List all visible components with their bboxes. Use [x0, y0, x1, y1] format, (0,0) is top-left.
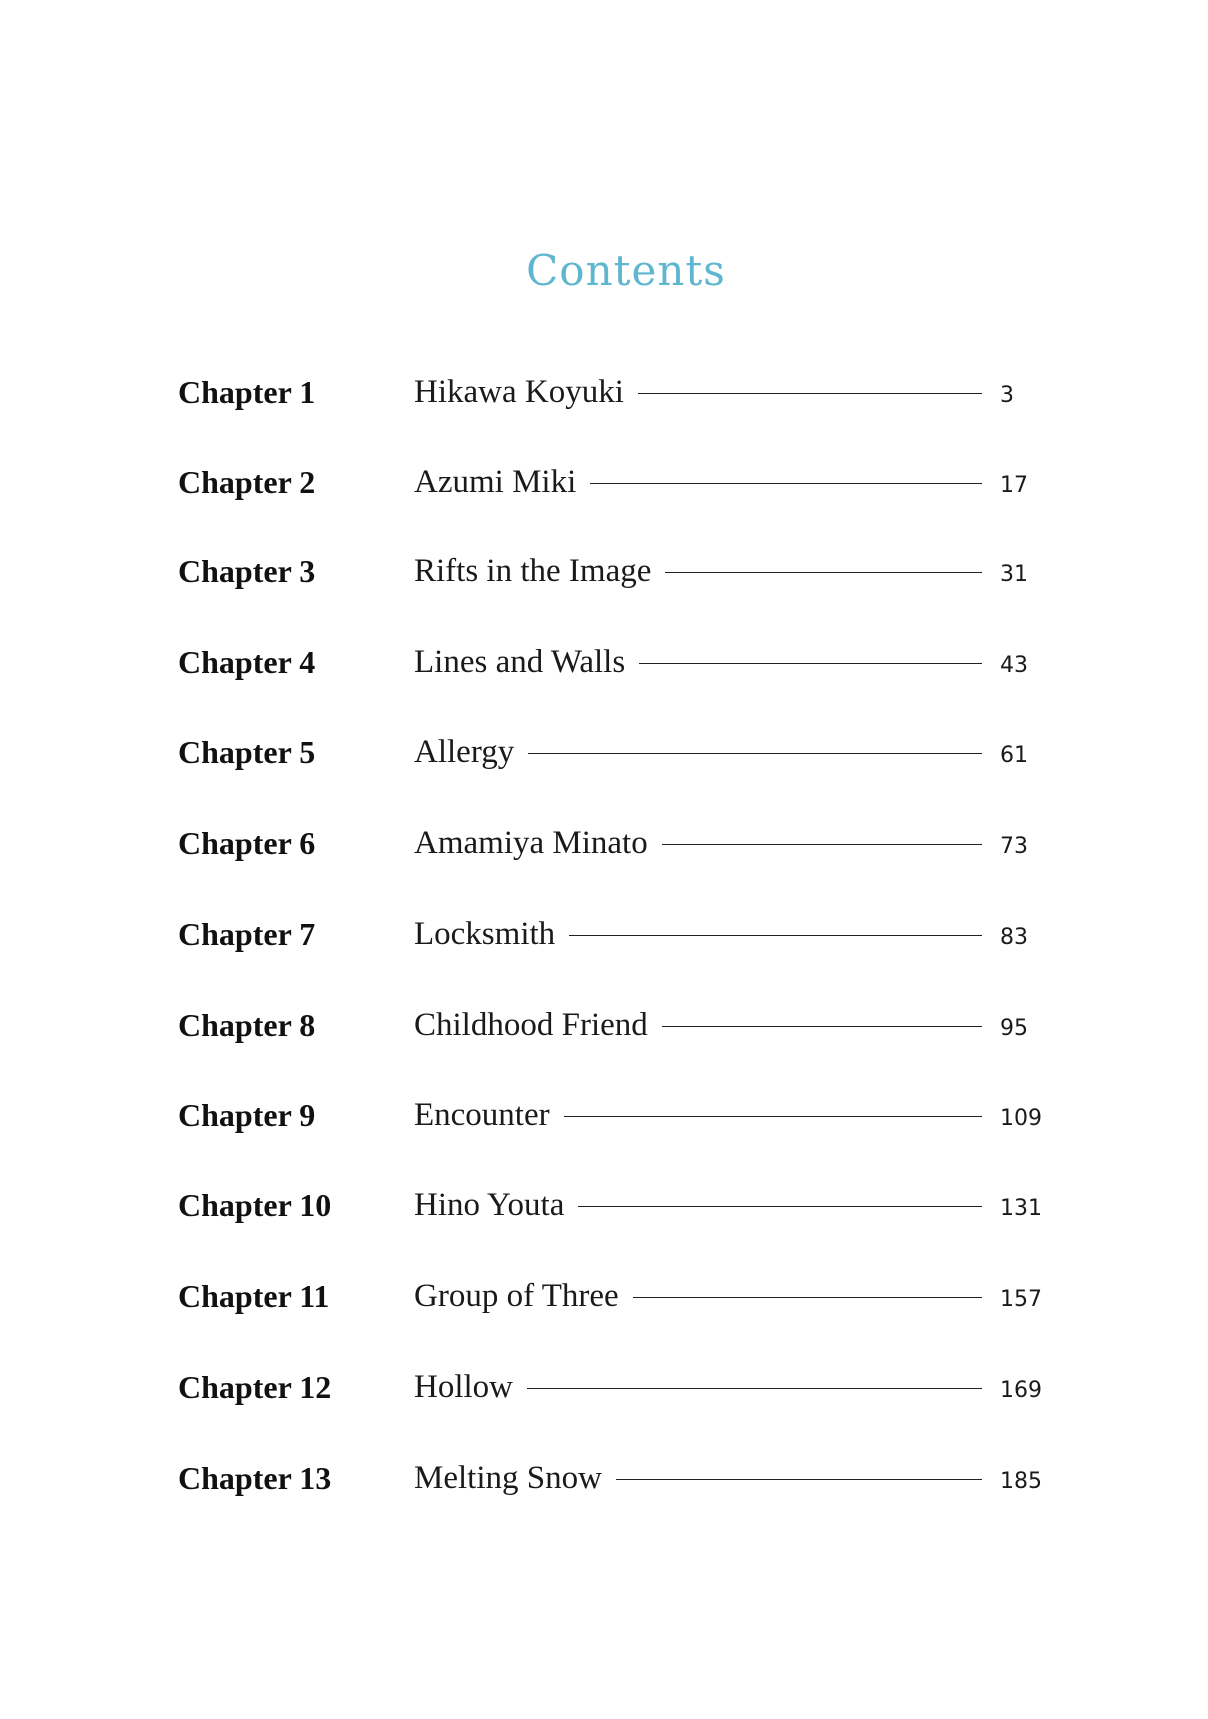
- toc-entry-9[interactable]: [178, 1085, 1048, 1145]
- chapter-title: Allergy: [414, 733, 515, 770]
- chapter-title: Melting Snow: [414, 1459, 602, 1496]
- toc-entry-4[interactable]: [178, 632, 1048, 692]
- chapter-title: Hino Youta: [414, 1186, 565, 1223]
- page-number: 157: [1000, 1286, 1042, 1312]
- chapter-title: Hikawa Koyuki: [414, 373, 624, 410]
- toc-entry-10[interactable]: [178, 1175, 1048, 1235]
- toc-entry-1[interactable]: [178, 362, 1048, 422]
- chapter-label: Chapter 11: [178, 1277, 330, 1314]
- toc-entry-13[interactable]: [178, 1448, 1048, 1508]
- page-number: 83: [1000, 924, 1028, 950]
- leader-line: [639, 663, 982, 664]
- leader-line: [616, 1479, 982, 1480]
- page-number: 17: [1000, 472, 1028, 498]
- leader-line: [527, 1388, 982, 1389]
- chapter-label: Chapter 2: [178, 463, 316, 500]
- leader-line: [564, 1116, 982, 1117]
- chapter-title: Hollow: [414, 1368, 513, 1405]
- leader-line: [662, 1026, 982, 1027]
- chapter-label: Chapter 6: [178, 824, 316, 861]
- page-number: 43: [1000, 652, 1028, 678]
- chapter-label: Chapter 4: [178, 643, 316, 680]
- chapter-title: Rifts in the Image: [414, 552, 652, 589]
- chapter-title: Locksmith: [414, 915, 556, 952]
- chapter-title: Group of Three: [414, 1277, 619, 1314]
- chapter-label: Chapter 13: [178, 1459, 332, 1496]
- toc-entry-6[interactable]: [178, 813, 1048, 873]
- leader-line: [665, 572, 982, 573]
- chapter-label: Chapter 5: [178, 733, 316, 770]
- page-number: 109: [1000, 1105, 1042, 1131]
- chapter-label: Chapter 12: [178, 1368, 332, 1405]
- toc-entry-2[interactable]: [178, 452, 1048, 512]
- toc-entry-3[interactable]: [178, 541, 1048, 601]
- page-title: Contents: [526, 246, 726, 296]
- chapter-title: Encounter: [414, 1096, 550, 1133]
- leader-line: [590, 483, 982, 484]
- leader-line: [633, 1297, 982, 1298]
- chapter-label: Chapter 9: [178, 1096, 316, 1133]
- toc-entry-12[interactable]: [178, 1357, 1048, 1417]
- toc-entry-5[interactable]: [178, 722, 1048, 782]
- chapter-title: Childhood Friend: [414, 1006, 648, 1043]
- leader-line: [638, 393, 982, 394]
- leader-line: [569, 935, 982, 936]
- page-number: 95: [1000, 1015, 1028, 1041]
- page-number: 131: [1000, 1195, 1042, 1221]
- page-number: 169: [1000, 1377, 1042, 1403]
- page-number: 185: [1000, 1468, 1042, 1494]
- page-number: 73: [1000, 833, 1028, 859]
- page-number: 31: [1000, 561, 1028, 587]
- chapter-label: Chapter 1: [178, 373, 316, 410]
- toc-entry-8[interactable]: [178, 995, 1048, 1055]
- chapter-label: Chapter 7: [178, 915, 316, 952]
- chapter-title: Lines and Walls: [414, 643, 626, 680]
- leader-line: [662, 844, 982, 845]
- toc-entry-7[interactable]: [178, 904, 1048, 964]
- page-number: 3: [1000, 382, 1014, 408]
- page-number: 61: [1000, 742, 1028, 768]
- chapter-label: Chapter 8: [178, 1006, 316, 1043]
- leader-line: [578, 1206, 982, 1207]
- leader-line: [528, 753, 982, 754]
- chapter-title: Amamiya Minato: [414, 824, 648, 861]
- chapter-title: Azumi Miki: [414, 463, 577, 500]
- chapter-label: Chapter 3: [178, 552, 316, 589]
- chapter-label: Chapter 10: [178, 1186, 332, 1223]
- toc-entry-11[interactable]: [178, 1266, 1048, 1326]
